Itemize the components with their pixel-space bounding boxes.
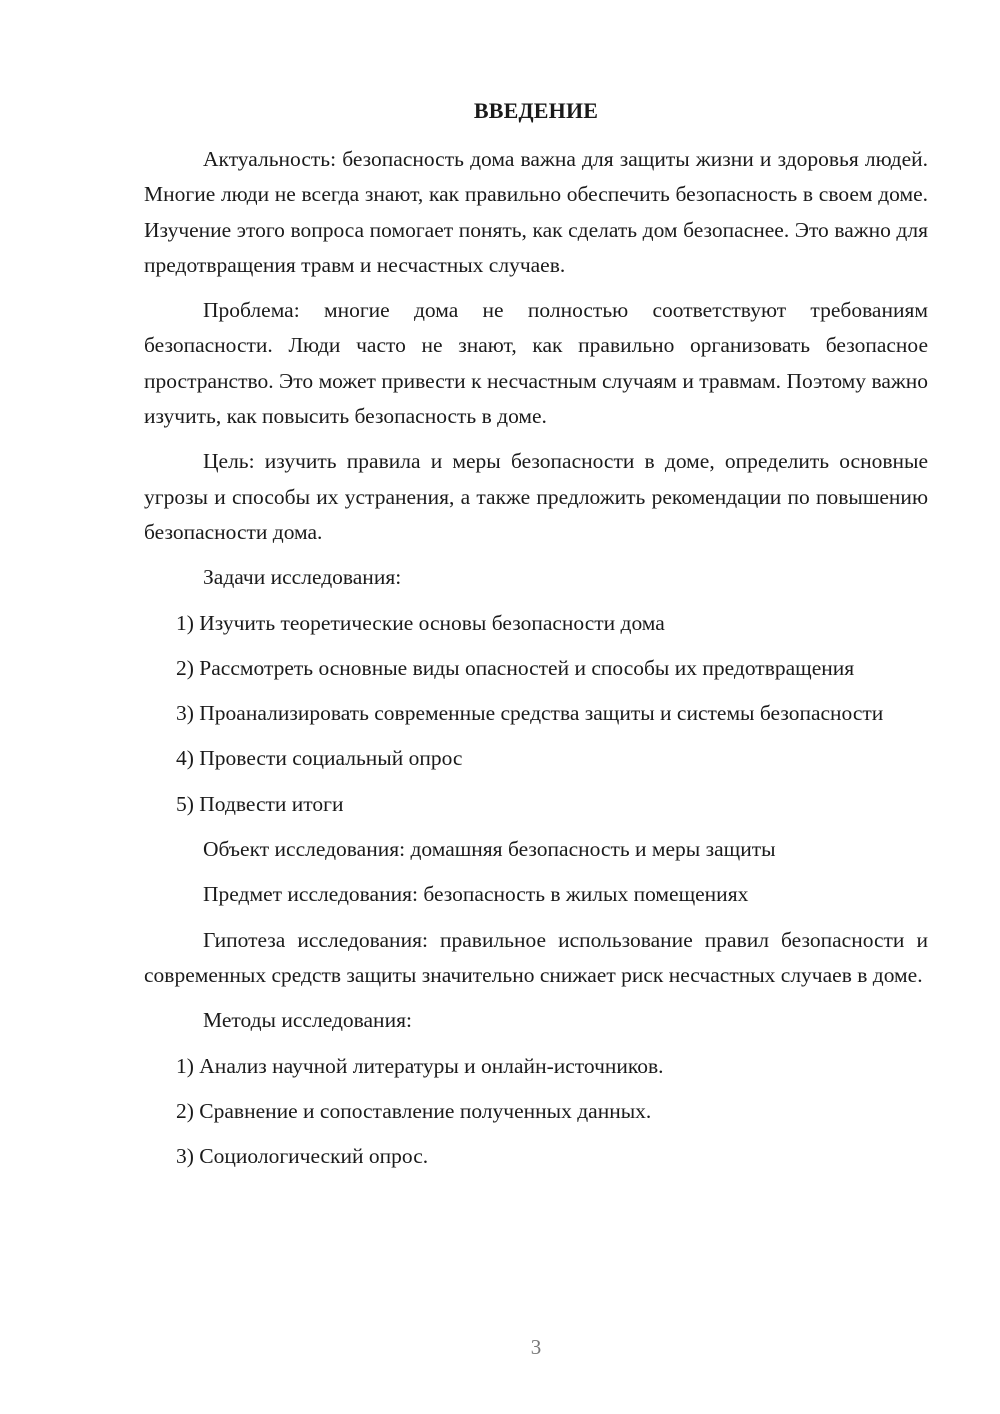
- method-item-3: 3) Социологический опрос.: [176, 1144, 429, 1169]
- paragraph-subject: Предмет исследования: безопасность в жилых помещениях: [203, 882, 749, 907]
- task-item-4: 4) Провести социальный опрос: [176, 746, 463, 771]
- paragraph-methods-heading: Методы исследования:: [203, 1008, 412, 1033]
- page-title: ВВЕДЕНИЕ: [473, 98, 599, 123]
- method-item-2: 2) Сравнение и сопоставление полученных данных.: [176, 1098, 652, 1123]
- paragraph-tasks-heading: Задачи исследования:: [203, 565, 402, 590]
- task-item-1: 1) Изучить теоретические основы безопасности дома: [176, 610, 665, 635]
- paragraph-relevance: Актуальность: безопасность дома важна для защиты жизни и здоровья людей. Многие люди не всегда знают, как правильно обеспечить безопасность в своем доме. Изучение этого вопроса помогает понять, как сделать дом безопаснее. Это важно для предотвращения травм и несчастных случаев.: [144, 147, 928, 277]
- task-item-3: 3) Проанализировать современные средства защиты и системы безопасности: [176, 701, 884, 726]
- method-item-1: 1) Анализ научной литературы и онлайн-источников.: [176, 1053, 664, 1078]
- page-number: 3: [530, 1335, 542, 1359]
- paragraph-problem: Проблема: многие дома не полностью соответствуют требованиям безопасности. Люди часто не знают, как правильно организовать безопасное пространство. Это может привести к несчастным случаям и травмам. Поэтому важно изучить, как повысить безопасность в доме.: [144, 298, 928, 429]
- task-item-2: 2) Рассмотреть основные виды опасностей и способы их предотвращения: [176, 655, 855, 680]
- paragraph-goal: Цель: изучить правила и меры безопасности в доме, определить основные угрозы и способы их устранения, а также предложить рекомендации по повышению безопасности дома.: [144, 449, 928, 544]
- paragraph-object: Объект исследования: домашняя безопасность и меры защиты: [203, 837, 776, 862]
- paragraph-hypothesis: Гипотеза исследования: правильное использование правил безопасности и современных средств защиты значительно снижает риск несчастных случаев в доме.: [144, 927, 928, 987]
- task-item-5: 5) Подвести итоги: [176, 791, 344, 816]
- document-body: [144, 142, 928, 1184]
